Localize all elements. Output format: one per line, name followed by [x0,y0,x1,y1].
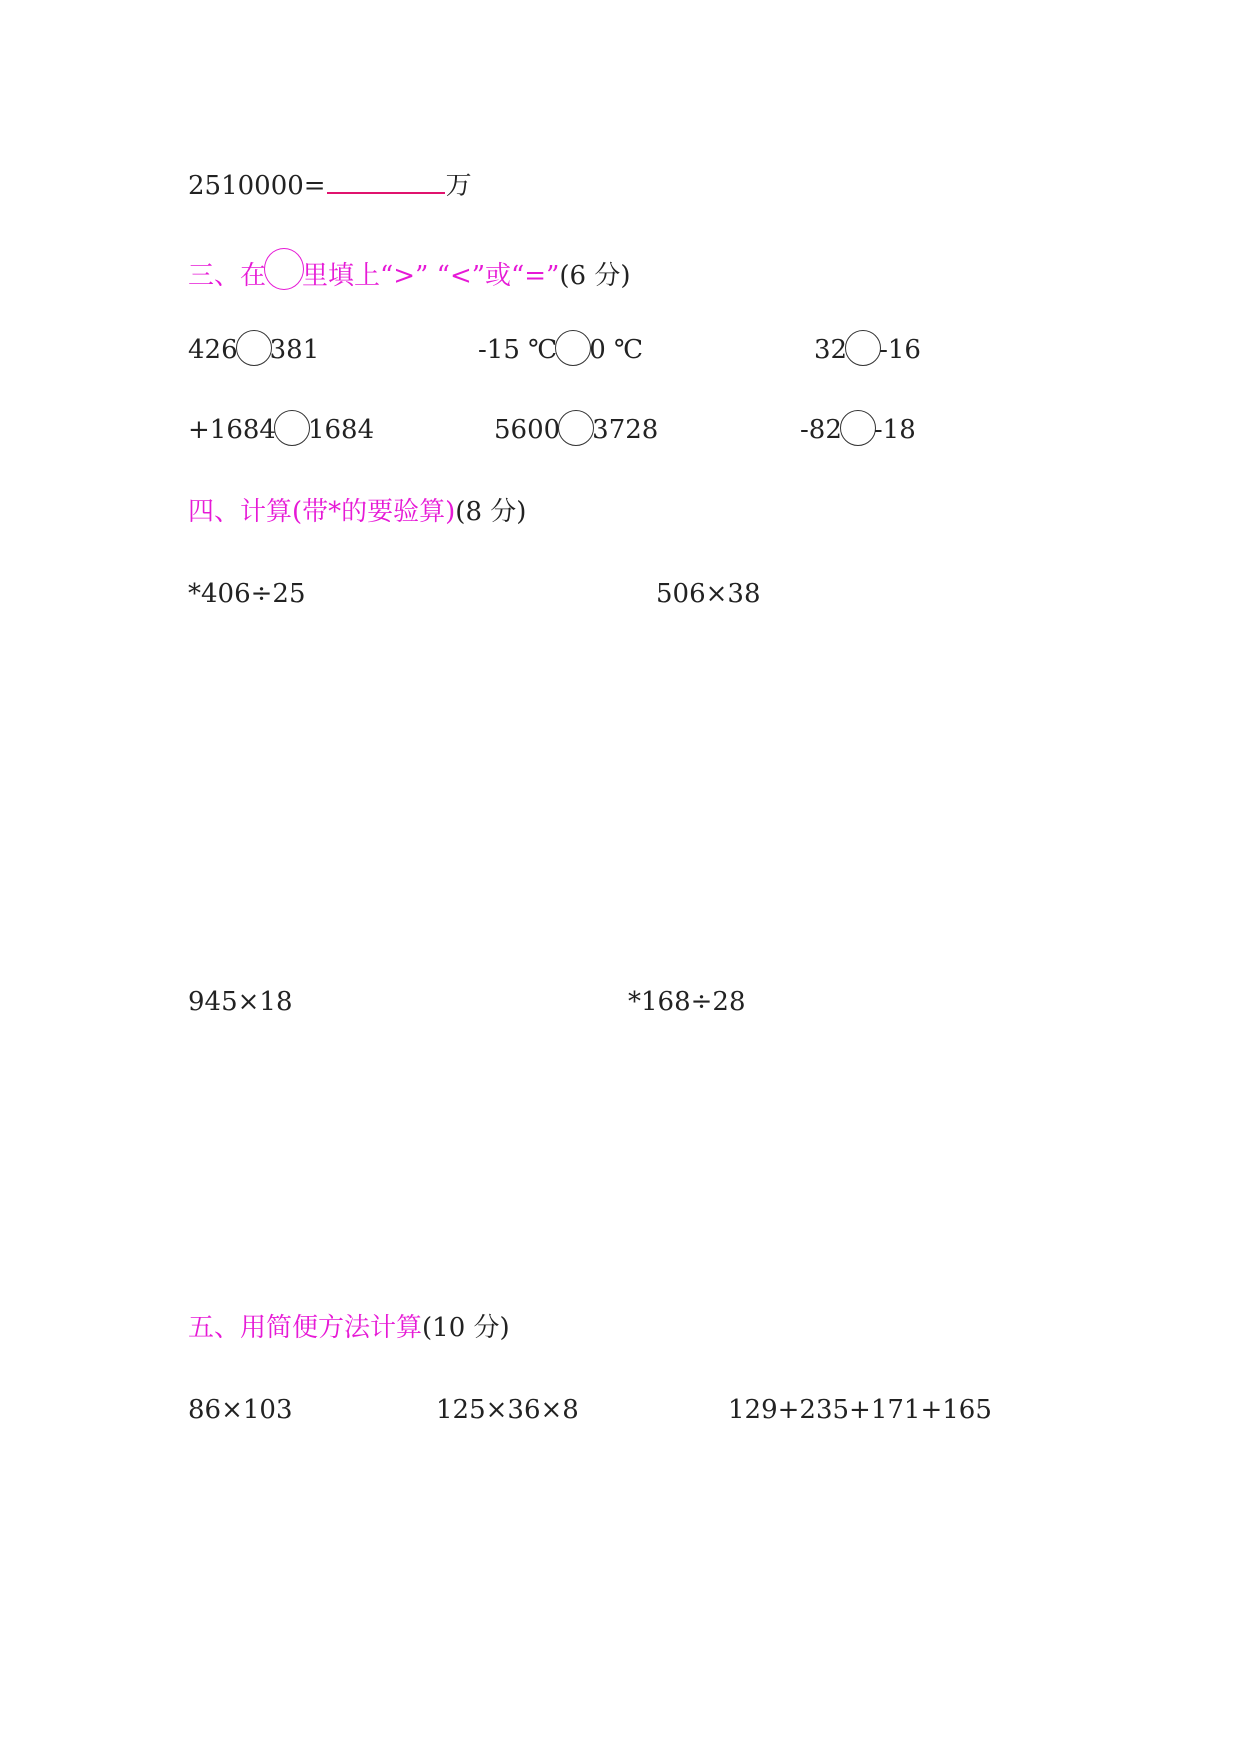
conversion-unit: 万 [445,171,472,201]
section3-title-after: 里填上“>” “<”或“=” [302,261,560,291]
compare-right: 0 ℃ [589,335,644,365]
compare-circle[interactable] [845,330,881,366]
compare-item [800,410,916,446]
section4-score: (8 分) [455,497,527,527]
section5-score: (10 分) [422,1313,510,1343]
section3-score: (6 分) [559,261,631,291]
compare-item [814,330,921,366]
calc-problem: 945×18 [188,987,293,1017]
compare-circle[interactable] [236,330,272,366]
compare-right: 1684 [307,415,375,445]
simplify-problem: 86×103 [188,1395,293,1425]
compare-item [188,330,319,366]
compare-circle[interactable] [274,410,310,446]
compare-circle[interactable] [840,410,876,446]
conversion-question [188,168,472,202]
compare-left: 5600 [494,415,561,445]
compare-left: -82 [800,415,842,445]
compare-item [494,410,658,446]
calc-problem: *168÷28 [628,987,746,1017]
answer-blank[interactable] [327,168,445,194]
compare-left: 32 [814,335,848,365]
compare-right: 3728 [592,415,659,445]
compare-item [478,330,643,366]
simplify-problem: 129+235+171+165 [728,1395,992,1425]
compare-right: -16 [879,335,921,365]
compare-right: 381 [269,335,320,365]
section4-heading [188,496,526,528]
simplify-problem: 125×36×8 [436,1395,579,1425]
compare-right: -18 [873,415,916,445]
compare-left: 426 [188,335,238,365]
compare-circle[interactable] [558,410,594,446]
circle-icon [264,248,304,290]
calc-problem: 506×38 [656,579,761,609]
conversion-left: 2510000= [188,171,326,201]
section4-title: 四、计算(带*的要验算) [188,497,456,527]
compare-item [188,410,374,446]
compare-left: -15 ℃ [478,335,558,365]
calc-problem: *406÷25 [188,579,306,609]
section3-heading [188,248,631,292]
section5-heading [188,1312,510,1344]
compare-circle[interactable] [555,330,591,366]
section5-title: 五、用简便方法计算 [188,1313,423,1343]
section3-title-before: 三、在 [188,261,267,291]
compare-left: +1684 [188,415,276,445]
